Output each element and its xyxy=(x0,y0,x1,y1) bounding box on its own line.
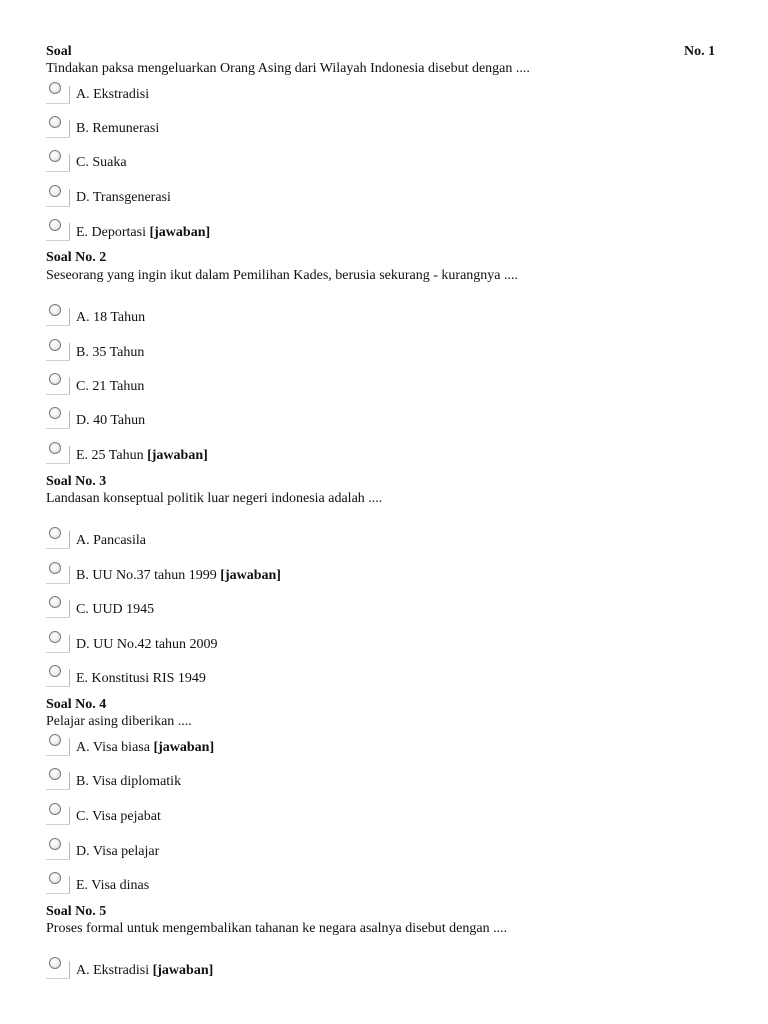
option-q1-a: A. Ekstradisi xyxy=(76,87,150,102)
radio-q2-b[interactable] xyxy=(46,339,76,361)
radio-q1-c[interactable] xyxy=(46,150,76,172)
option-q5-a: A. Ekstradisi [jawaban] xyxy=(76,963,214,978)
question-2-text: Seseorang yang ingin ikut dalam Pemilihan Kades, berusia sekurang - kurangnya .... xyxy=(46,268,518,283)
option-q4-c: C. Visa pejabat xyxy=(76,809,161,824)
option-q3-b: B. UU No.37 tahun 1999 [jawaban] xyxy=(76,568,281,583)
question-2-heading: Soal No. 2 xyxy=(46,250,107,265)
option-q1-e: E. Deportasi [jawaban] xyxy=(76,225,211,240)
radio-q3-c[interactable] xyxy=(46,596,76,618)
question-1-heading: Soal xyxy=(46,44,72,59)
radio-q1-b[interactable] xyxy=(46,116,76,138)
radio-q4-e[interactable] xyxy=(46,872,76,894)
question-3-heading: Soal No. 3 xyxy=(46,474,107,489)
option-q3-a: A. Pancasila xyxy=(76,533,146,548)
radio-q4-d[interactable] xyxy=(46,838,76,860)
radio-q5-a[interactable] xyxy=(46,957,76,979)
answer-marker: [jawaban] xyxy=(147,448,208,463)
radio-q4-a[interactable] xyxy=(46,734,76,756)
option-q1-d: D. Transgenerasi xyxy=(76,190,171,205)
option-q4-b: B. Visa diplomatik xyxy=(76,774,182,789)
radio-q2-a[interactable] xyxy=(46,304,76,326)
option-q4-a: A. Visa biasa [jawaban] xyxy=(76,740,215,755)
radio-q2-d[interactable] xyxy=(46,407,76,429)
question-5-text: Proses formal untuk mengembalikan tahanan ke negara asalnya disebut dengan .... xyxy=(46,921,508,936)
option-q3-c: C. UUD 1945 xyxy=(76,602,155,617)
radio-q1-e[interactable] xyxy=(46,219,76,241)
radio-q4-c[interactable] xyxy=(46,803,76,825)
question-4-heading: Soal No. 4 xyxy=(46,697,107,712)
radio-q3-d[interactable] xyxy=(46,631,76,653)
question-5-heading: Soal No. 5 xyxy=(46,904,107,919)
question-1-text: Tindakan paksa mengeluarkan Orang Asing dari Wilayah Indonesia disebut dengan .... xyxy=(46,61,530,76)
radio-q3-b[interactable] xyxy=(46,562,76,584)
option-q4-d: D. Visa pelajar xyxy=(76,844,160,859)
option-q1-b: B. Remunerasi xyxy=(76,121,160,136)
option-q2-c: C. 21 Tahun xyxy=(76,379,145,394)
answer-marker: [jawaban] xyxy=(220,568,281,583)
radio-q3-a[interactable] xyxy=(46,527,76,549)
option-q3-e: E. Konstitusi RIS 1949 xyxy=(76,671,206,686)
answer-marker: [jawaban] xyxy=(152,963,214,978)
answer-marker: [jawaban] xyxy=(153,740,215,755)
option-q3-d: D. UU No.42 tahun 2009 xyxy=(76,637,218,652)
option-q2-d: D. 40 Tahun xyxy=(76,413,146,428)
question-1-number: No. 1 xyxy=(684,44,716,59)
option-q4-e: E. Visa dinas xyxy=(76,878,150,893)
option-q2-a: A. 18 Tahun xyxy=(76,310,146,325)
option-q2-e: E. 25 Tahun [jawaban] xyxy=(76,448,208,463)
answer-marker: [jawaban] xyxy=(149,225,211,240)
radio-q3-e[interactable] xyxy=(46,665,76,687)
option-q1-c: C. Suaka xyxy=(76,155,127,170)
question-4-text: Pelajar asing diberikan .... xyxy=(46,714,192,729)
radio-q2-c[interactable] xyxy=(46,373,76,395)
radio-q4-b[interactable] xyxy=(46,768,76,790)
radio-q1-a[interactable] xyxy=(46,82,76,104)
radio-q1-d[interactable] xyxy=(46,185,76,207)
radio-q2-e[interactable] xyxy=(46,442,76,464)
option-q2-b: B. 35 Tahun xyxy=(76,345,145,360)
question-3-text: Landasan konseptual politik luar negeri indonesia adalah .... xyxy=(46,491,383,506)
